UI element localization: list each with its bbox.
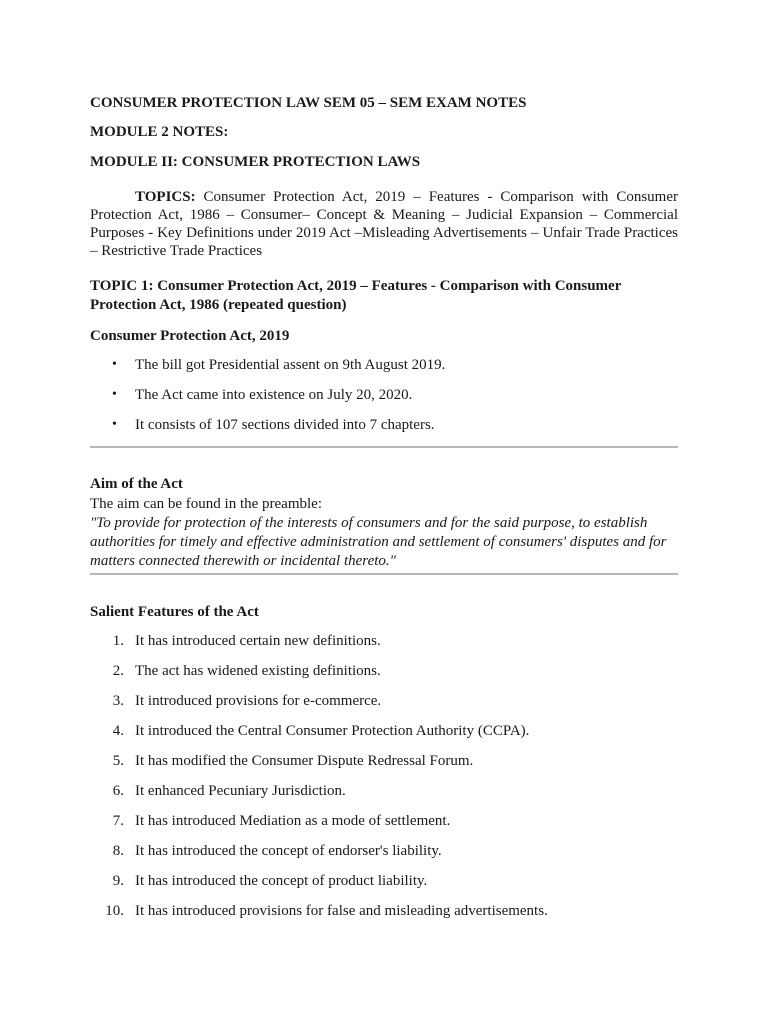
list-text: It enhanced Pecuniary Jurisdiction. bbox=[135, 783, 346, 799]
list-item bbox=[90, 752, 678, 770]
list-number: 10. bbox=[105, 903, 124, 919]
horizontal-divider bbox=[90, 446, 678, 448]
topics-label: TOPICS: bbox=[135, 189, 196, 205]
list-text: It has introduced Mediation as a mode of settlement. bbox=[135, 813, 451, 829]
topics-text: Consumer Protection Act, 2019 – Features - Comparison with Consumer Protection Act, 1986 – Consumer– Concept & Meaning – Judicial Expansion – Commercial Purposes - Key Definitions under 2019 Act –Misleading Advertisements – Unfair Trade Practices – Restrictive Trade Practices bbox=[90, 189, 678, 259]
salient-features-list bbox=[90, 632, 678, 920]
topics-paragraph bbox=[90, 188, 678, 260]
list-number: 4. bbox=[112, 723, 124, 739]
list-item bbox=[90, 842, 678, 860]
list-text: It has introduced provisions for false and misleading advertisements. bbox=[135, 903, 548, 919]
list-number: 7. bbox=[112, 813, 124, 829]
list-number: 5. bbox=[112, 753, 124, 769]
list-item bbox=[90, 902, 678, 920]
salient-features-heading: Salient Features of the Act bbox=[90, 604, 259, 620]
list-item: • The Act came into existence on July 20, 2020. bbox=[90, 386, 678, 404]
preamble-quote: "To provide for protection of the interests of consumers and for the said purpose, to establish authorities for timely and effective administration and settlement of consumers' disputes and for matters connected therewith or incidental thereto." bbox=[90, 515, 667, 569]
list-text: It has introduced the concept of endorser's liability. bbox=[135, 843, 442, 859]
module-notes-heading: MODULE 2 NOTES: bbox=[90, 124, 229, 140]
list-number: 2. bbox=[112, 663, 124, 679]
act-facts-list bbox=[90, 356, 678, 434]
list-item bbox=[90, 872, 678, 890]
list-item: • The bill got Presidential assent on 9th August 2019. bbox=[90, 356, 678, 374]
document-title: CONSUMER PROTECTION LAW SEM 05 – SEM EXAM NOTES bbox=[90, 95, 527, 111]
list-text: It has introduced certain new definitions. bbox=[135, 633, 381, 649]
list-number: 1. bbox=[112, 633, 124, 649]
list-item bbox=[90, 722, 678, 740]
list-item bbox=[90, 692, 678, 710]
aim-heading: Aim of the Act bbox=[90, 476, 183, 492]
list-item bbox=[90, 632, 678, 650]
topic1-heading: TOPIC 1: Consumer Protection Act, 2019 – Features - Comparison with Consumer Protection Act, 1986 (repeated question) bbox=[90, 278, 622, 313]
list-text: It introduced the Central Consumer Protection Authority (CCPA). bbox=[135, 723, 530, 739]
list-item bbox=[90, 662, 678, 680]
list-number: 8. bbox=[112, 843, 124, 859]
list-text: It has introduced the concept of product liability. bbox=[135, 873, 428, 889]
list-number: 6. bbox=[112, 783, 124, 799]
list-text: The act has widened existing definitions. bbox=[135, 663, 381, 679]
module-title-heading: MODULE II: CONSUMER PROTECTION LAWS bbox=[90, 154, 421, 170]
list-number: 3. bbox=[112, 693, 124, 709]
list-item bbox=[90, 812, 678, 830]
document-body bbox=[90, 94, 678, 932]
act-subheading: Consumer Protection Act, 2019 bbox=[90, 328, 290, 344]
list-item: • It consists of 107 sections divided into 7 chapters. bbox=[90, 416, 678, 434]
aim-intro: The aim can be found in the preamble: bbox=[90, 496, 322, 512]
horizontal-divider bbox=[90, 573, 678, 575]
list-text: It introduced provisions for e-commerce. bbox=[135, 693, 382, 709]
list-number: 9. bbox=[112, 873, 124, 889]
list-text: It has modified the Consumer Dispute Redressal Forum. bbox=[135, 753, 474, 769]
list-item bbox=[90, 782, 678, 800]
